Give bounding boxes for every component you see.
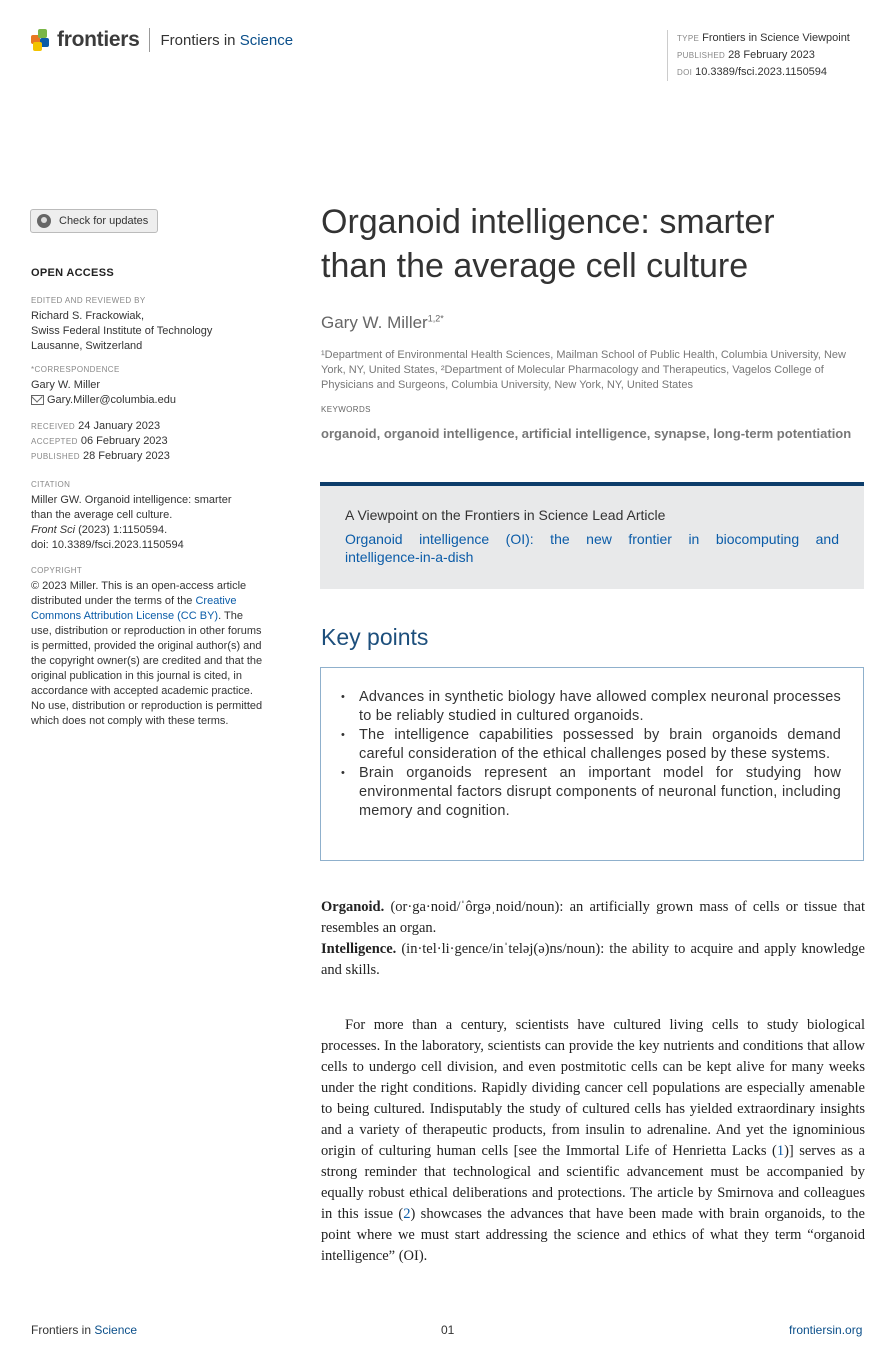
cc-by-license-link[interactable]: Creative Commons Attribution License (CC BY)	[31, 595, 237, 622]
definition-intelligence: Intelligence. (in·tel·li·gence/inˈteləj(ə)ns/noun): the ability to acquire and apply knowledge and skills.	[321, 941, 865, 978]
correspondence-email[interactable]: Gary.Miller@columbia.edu	[47, 394, 176, 406]
check-for-updates-button[interactable]	[30, 209, 158, 233]
article-meta	[667, 30, 850, 81]
key-points-heading: Key points	[321, 624, 429, 650]
keywords: organoid, organoid intelligence, artificial intelligence, synapse, long-term potentiation	[321, 426, 852, 441]
definition-organoid: Organoid. (or·ga·noid/ˈôrgəˌnoid/noun): an artificially grown mass of cells or tissue that resembles an organ.	[321, 899, 865, 936]
key-points-box	[320, 667, 864, 861]
article-title: Organoid intelligence: smarter than the average cell culture	[321, 203, 775, 285]
copyright-block: COPYRIGHT © 2023 Miller. This is an open-access article distributed under the terms of the Creative Commons Attribution License (CC BY). The use, distribution or reproduction in other forums is permitted, provided the original author(s) and the copyright owner(s) are credited and that the original publication in this journal is cited, in accordance with accepted academic practice. No use, distribution or reproduction is permitted which does not comply with these terms.	[31, 566, 263, 727]
definitions	[321, 897, 865, 981]
keywords-label: KEYWORDS	[321, 405, 371, 414]
author-affiliations: ¹Department of Environmental Health Sciences, Mailman School of Public Health, Columbia University, New York, NY, United States, ²Department of Molecular Pharmacology and Therapeutics, Vagelos College of Physicians and Surgeons, Columbia University, New York, NY, United States	[321, 349, 846, 391]
reference-link-1[interactable]: 1	[776, 1143, 785, 1159]
key-point-item: • Brain organoids represent an important model for studying how environmental factors disrupt components of neuronal function, including memory and cognition.	[337, 764, 841, 821]
viewpoint-heading: A Viewpoint on the Frontiers in Science Lead Article	[345, 507, 666, 523]
crossmark-icon	[37, 214, 51, 228]
body-paragraph: For more than a century, scientists have cultured living cells to study biological processes. In the laboratory, scientists can provide the key nutrients and conditions that allow cells to undergo cell division, and even postmitotic cells can be kept alive for many weeks under the right conditions. Rapidly dividing cancer cell populations are especially amenable to being cultured. Indisputably the study of cultured cells has yielded extraordinary insights and a variety of therapeutic products, from insulin to adrenaline. And yet the ignominious origin of culturing human cells [see the Immortal Life of Henrietta Lacks (1)] serves as a strong reminder that technological and scientific advancement must be accompanied by equally robust ethical deliberations and protections. The article by Smirnova and colleagues in this issue (2) showcases the advances that have been made with brain organoids, to the point where we must start addressing the science and ethics of what they term “organoid intelligence” (OI).	[321, 1017, 865, 1264]
logo-wordmark: frontiers	[57, 28, 140, 51]
correspondence-block: *CORRESPONDENCE Gary W. Miller Gary.Miller@columbia.edu	[31, 365, 176, 406]
frontiers-logo[interactable]	[31, 28, 293, 52]
viewpoint-box	[320, 482, 864, 589]
footer-journal: Frontiers in Science	[31, 1323, 138, 1337]
article-published: PUBLISHED 28 February 2023	[677, 49, 815, 61]
check-for-updates-label: Check for updates	[59, 215, 149, 227]
dates-block: RECEIVED 24 January 2023 ACCEPTED 06 February 2023 PUBLISHED 28 February 2023	[31, 420, 170, 462]
key-point-item: • The intelligence capabilities possessed by brain organoids demand careful consideration of the ethical challenges posed by these systems.	[337, 726, 841, 764]
article-type: TYPE Frontiers in Science Viewpoint	[677, 32, 850, 44]
email-icon	[31, 395, 44, 405]
logo-divider	[149, 28, 150, 52]
citation-block: CITATION Miller GW. Organoid intelligence: smarter than the average cell culture. Front Sci (2023) 1:1150594. doi: 10.3389/fsci.2023.1150594	[31, 480, 232, 551]
open-access-label: OPEN ACCESS	[31, 267, 114, 279]
editor-block: EDITED AND REVIEWED BY Richard S. Frackowiak, Swiss Federal Institute of Technology Lausanne, Switzerland	[31, 296, 213, 352]
reference-link-2[interactable]: 2	[403, 1206, 411, 1222]
article-author: Gary W. Miller$^{1,2*}$	[321, 313, 444, 332]
footer-site-link[interactable]: frontiersin.org	[789, 1323, 863, 1337]
lead-article-link[interactable]: Organoid intelligence (OI): the new frontier in biocomputing and intelligence-in-a-dish	[345, 531, 839, 565]
page-number: 01	[441, 1323, 455, 1337]
journal-name: Frontiers in Science	[160, 31, 294, 49]
key-point-item: • Advances in synthetic biology have allowed complex neuronal processes to be reliably studied in cultured organoids.	[337, 688, 841, 726]
frontiers-logo-icon	[31, 29, 51, 51]
article-doi: DOI 10.3389/fsci.2023.1150594	[677, 66, 828, 78]
